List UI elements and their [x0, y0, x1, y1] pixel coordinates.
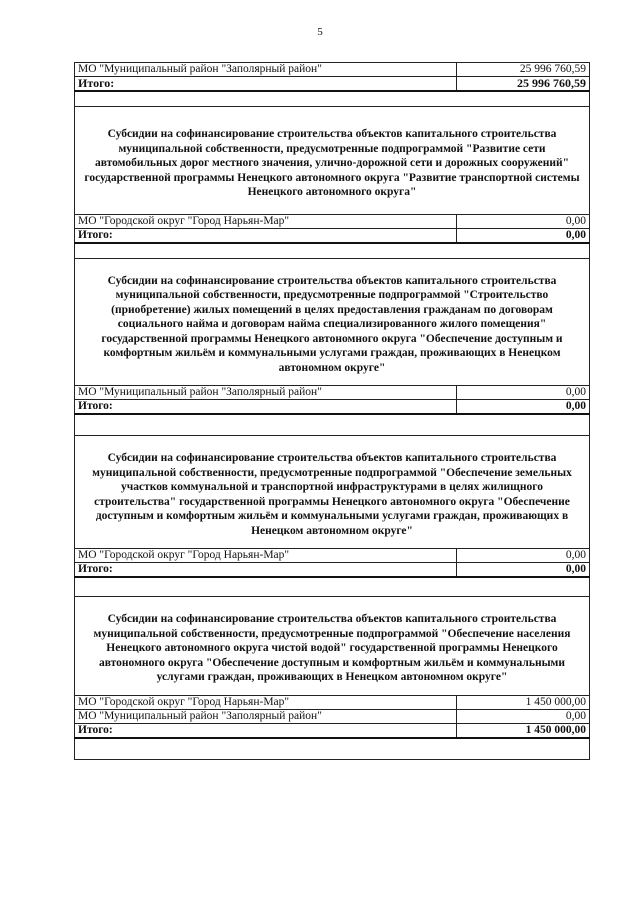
total-label: Итого:: [75, 400, 457, 415]
section-heading-row: [75, 107, 590, 215]
total-row: [75, 723, 590, 738]
section-heading-row: [75, 597, 590, 696]
total-value: 0,00: [457, 228, 590, 243]
municipality-name: МО "Городской округ "Город Нарьян-Мар": [75, 695, 457, 709]
amount-value: 0,00: [457, 549, 590, 563]
total-row: [75, 400, 590, 415]
total-label: Итого:: [75, 228, 457, 243]
municipality-name: МО "Муниципальный район "Заполярный район": [75, 386, 457, 400]
spacer-row: [75, 577, 590, 597]
spacer-row: [75, 414, 590, 436]
section-heading: Субсидии на софинансирование строительства объектов капитального строительства муниципальной собственности, предусмотренные подпрограммой "Строительство (приобретение) жилых помещений в целях предоставления гражданам по договорам социального найма и договорам найма специализированного жилого помещения" государственной программы Ненецкого автономного округа "Обеспечение доступным и комфортным жильём и коммунальными услугами граждан, проживающих в Ненецком автономном округе": [75, 258, 590, 386]
section-heading: Субсидии на софинансирование строительства объектов капитального строительства муниципальной собственности, предусмотренные подпрограммой "Обеспечение населения Ненецкого автономного округа чистой водой" государственной программы Ненецкого автономного округа "Обеспечение доступным и комфортным жильём и коммунальными услугами граждан, проживающих в Ненецком автономном округе": [75, 597, 590, 696]
section-heading-row: [75, 258, 590, 386]
spacer-row: [75, 91, 590, 107]
page-number: 5: [317, 26, 323, 38]
total-row: [75, 228, 590, 243]
municipality-name: МО "Городской округ "Город Нарьян-Мар": [75, 549, 457, 563]
total-value: 25 996 760,59: [457, 77, 590, 92]
amount-value: 1 450 000,00: [457, 695, 590, 709]
total-label: Итого:: [75, 563, 457, 578]
amount-value: 0,00: [457, 386, 590, 400]
table-row: [75, 386, 590, 400]
total-value: 0,00: [457, 400, 590, 415]
amount-value: 0,00: [457, 214, 590, 228]
subsidies-table: [74, 62, 590, 760]
municipality-name: МО "Муниципальный район "Заполярный район": [75, 709, 457, 723]
table-row: [75, 549, 590, 563]
table-row: [75, 695, 590, 709]
amount-value: 0,00: [457, 709, 590, 723]
spacer-row: [75, 243, 590, 259]
total-row: [75, 77, 590, 92]
amount-value: 25 996 760,59: [457, 63, 590, 77]
total-label: Итого:: [75, 77, 457, 92]
table-row: [75, 63, 590, 77]
table-row: [75, 709, 590, 723]
municipality-name: МО "Городской округ "Город Нарьян-Мар": [75, 214, 457, 228]
total-value: 0,00: [457, 563, 590, 578]
total-row: [75, 563, 590, 578]
spacer-row: [75, 738, 590, 760]
section-heading-row: [75, 436, 590, 549]
total-value: 1 450 000,00: [457, 723, 590, 738]
total-label: Итого:: [75, 723, 457, 738]
table-row: [75, 214, 590, 228]
section-heading: Субсидии на софинансирование строительства объектов капитального строительства муниципальной собственности, предусмотренные подпрограммой "Развитие сети автомобильных дорог местного значения, улично-дорожной сети и дорожных сооружений" государственной программы Ненецкого автономного округа "Развитие транспортной системы Ненецкого автономного округа": [75, 107, 590, 215]
municipality-name: МО "Муниципальный район "Заполярный район": [75, 63, 457, 77]
section-heading: Субсидии на софинансирование строительства объектов капитального строительства муниципальной собственности, предусмотренные подпрограммой "Обеспечение земельных участков коммунальной и транспортной инфраструктурами в целях жилищного строительства" государственной программы Ненецкого автономного округа "Обеспечение доступным и комфортным жильём и коммунальными услугами граждан, проживающих в Ненецком автономном округе": [75, 436, 590, 549]
